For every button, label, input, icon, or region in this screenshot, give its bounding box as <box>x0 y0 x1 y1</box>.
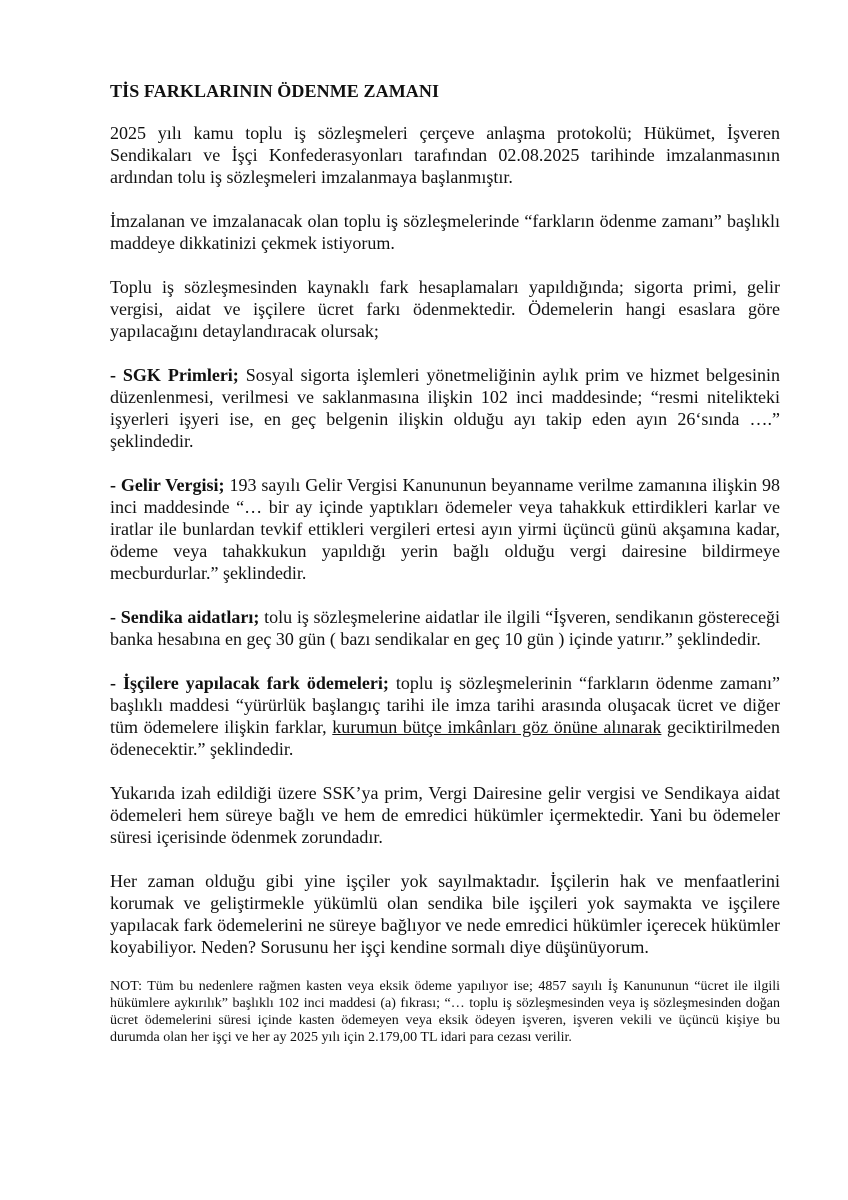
explanation-paragraph: Yukarıda izah edildiği üzere SSK’ya prim, Vergi Dairesine gelir vergisi ve Sendikaya aidat ödemeleri hem süreye bağlı ve hem de emredici hükümler içermektedir. Yani bu ödemeler süresi içerisinde ödenmek zorundadır. <box>110 783 780 847</box>
worker-payments-text-end: geciktirilmeden ödenecektir.” şeklindedir. <box>110 717 780 759</box>
worker-payments-paragraph <box>110 672 780 760</box>
worker-payments-label: - İşçilere yapılacak fark ödemeleri; <box>110 673 389 693</box>
document-title: TİS FARKLARININ ÖDENME ZAMANI <box>110 81 440 101</box>
tax-text: 193 sayılı Gelir Vergisi Kanununun beyanname verilme zamanına ilişkin 98 inci maddesinde “… bir ay içinde yaptıkları ödemeler veya tahakkuk ettirdikleri karlar ve iratlar ile bunlardan tevkif ettikleri vergileri ertesi ayın yirmi üçüncü günü akşamına kadar, ödeme veya tahakkukun yapıldığı yerin bağlı olduğu vergi dairesine bildirmeye mecburdurlar.” şeklindedir. <box>110 475 781 583</box>
union-dues-label: - Sendika aidatları; <box>110 607 260 627</box>
worker-payments-text: toplu iş sözleşmelerinin “farkların ödenme zamanı” başlıklı maddesi “yürürlük başlangıç tarihi ile imza tarihi arasında oluşacak ücret ve diğer tüm ödemelere ilişkin farklar, <box>110 673 780 737</box>
underlined-budget-clause: kurumun bütçe imkânları göz önüne alınarak <box>332 717 662 737</box>
document-page <box>110 80 780 1046</box>
intro-paragraph: 2025 yılı kamu toplu iş sözleşmeleri çerçeve anlaşma protokolü; Hükümet, İşveren Sendikaları ve İşçi Konfederasyonları tarafından 02.08.2025 tarihinde imzalanmasının ardından tolu iş sözleşmeleri imzalanmaya başlanmıştır. <box>110 123 780 187</box>
tax-label: - Gelir Vergisi; <box>110 475 225 495</box>
note-paragraph: NOT: Tüm bu nedenlere rağmen kasten veya eksik ödeme yapılıyor ise; 4857 sayılı İş Kanununun “ücret ile ilgili hükümlere aykırılık” başlıklı 102 inci maddesi (a) fıkrası; “… toplu iş sözleşmesinden veya iş sözleşmesinden doğan ücret ödemelerini süresi içinde kasten ödemeyen veya eksik ödeyen işveren, işveren vekili ve üçüncü kişiye bu durumda olan her işçi ve her ay 2025 yılı için 2.179,00 TL idari para cezası verilir. <box>110 979 780 1045</box>
union-dues-paragraph <box>110 606 780 650</box>
conclusion-paragraph: Her zaman olduğu gibi yine işçiler yok sayılmaktadır. İşçilerin hak ve menfaatlerini korumak ve geliştirmekle yükümlü olan sendika bile işçileri yok saymakta ve işçilere yapılacak fark ödemelerini ne süreye bağlıyor ve nede emredici hükümler içerecek hükümler koyabiliyor. Neden? Sorusunu her işçi kendine sormalı diye düşünüyorum. <box>110 871 780 957</box>
sgk-label: - SGK Primleri; <box>110 365 239 385</box>
overview-paragraph: Toplu iş sözleşmesinden kaynaklı fark hesaplamaları yapıldığında; sigorta primi, gelir vergisi, aidat ve işçilere ücret farkı ödenmektedir. Ödemelerin hangi esaslara göre yapılacağını detaylandıracak olursak; <box>110 277 780 341</box>
tax-paragraph <box>110 474 780 584</box>
sgk-paragraph <box>110 364 780 452</box>
union-dues-text: tolu iş sözleşmelerine aidatlar ile ilgili “İşveren, sendikanın göstereceği banka hesabına en geç 30 gün ( bazı sendikalar en geç 10 gün ) içinde yatırır.” şeklindedir. <box>110 607 781 649</box>
sgk-text: Sosyal sigorta işlemleri yönetmeliğinin aylık prim ve hizmet belgesinin düzenlenmesi, verilmesi ve saklanmasına ilişkin 102 inci maddesinde; “resmi nitelikteki işyerleri işyeri ise, en geç belgenin ilişkin olduğu ayı takip eden ayın 26‘sında ….” şeklindedir. <box>110 365 780 451</box>
attention-paragraph: İmzalanan ve imzalanacak olan toplu iş sözleşmelerinde “farkların ödenme zamanı” başlıklı maddeye dikkatinizi çekmek istiyorum. <box>110 211 780 253</box>
